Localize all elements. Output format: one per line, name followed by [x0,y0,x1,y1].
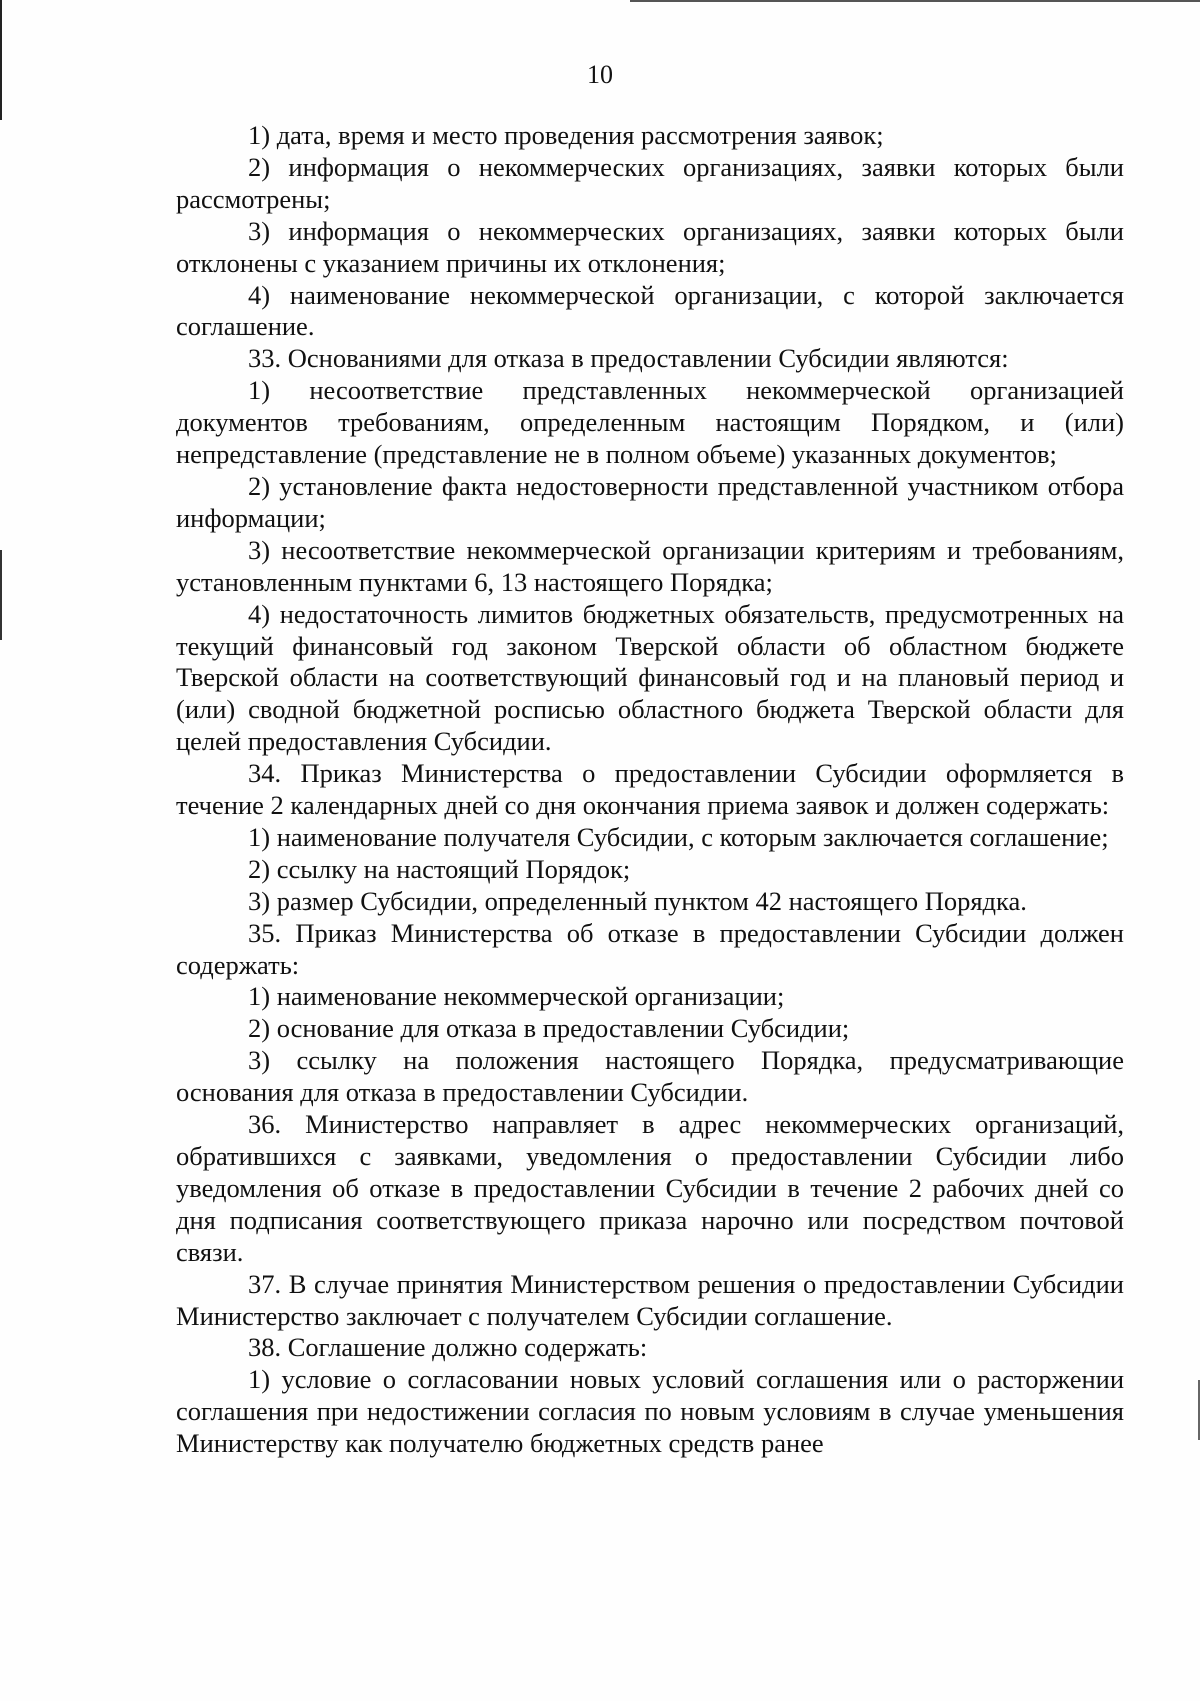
paragraph: 3) информация о некоммерческих организациях, заявки которых были отклонены с указанием причины их отклонения; [176,215,1124,278]
paragraph: 4) наименование некоммерческой организации, с которой заключается соглашение. [176,279,1124,342]
paragraph: 4) недостаточность лимитов бюджетных обязательств, предусмотренных на текущий финансовый год законом Тверской области об областном бюджете Тверской области на соответствующий финансовый год и на плановый период и (или) сводной бюджетной росписью областного бюджета Тверской области для целей предоставления Субсидии. [176,598,1124,757]
paragraph: 35. Приказ Министерства об отказе в предоставлении Субсидии должен содержать: [176,917,1124,980]
page-number: 10 [587,60,613,89]
paragraph: 2) ссылку на настоящий Порядок; [248,853,631,884]
paragraph: 2) установление факта недостоверности представленной участником отбора информации; [176,470,1124,533]
scan-edge-mark [630,0,1200,2]
paragraph: 37. В случае принятия Министерством решения о предоставлении Субсидии Министерство заключает с получателем Субсидии соглашение. [176,1268,1124,1331]
paragraph: 1) дата, время и место проведения рассмотрения заявок; [248,120,884,150]
document-body [176,120,1124,1460]
paragraph: 1) несоответствие представленных некоммерческой организацией документов требованиям, определенным настоящим Порядком, и (или) непредставление (представление не в полном объеме) указанных документов; [176,375,1124,470]
scan-edge-mark [0,550,2,640]
paragraph: 1) наименование получателя Субсидии, с которым заключается соглашение; [248,821,1109,852]
paragraph: 1) условие о согласовании новых условий соглашения или о расторжении соглашения при недостижении согласия по новым условиям в случае уменьшения Министерству как получателю бюджетных средств ранее [176,1364,1124,1459]
paragraph: 34. Приказ Министерства о предоставлении Субсидии оформляется в течение 2 календарных дней со дня окончания приема заявок и должен содержать: [176,758,1124,821]
paragraph: 1) наименование некоммерческой организации; [248,981,785,1012]
paragraph: 3) несоответствие некоммерческой организации критериям и требованиям, установленным пунктами 6, 13 настоящего Порядка; [176,534,1124,597]
paragraph: 3) ссылку на положения настоящего Порядка, предусматривающие основания для отказа в предоставлении Субсидии. [176,1045,1124,1108]
paragraph: 2) основание для отказа в предоставлении Субсидии; [248,1013,850,1044]
paragraph: 36. Министерство направляет в адрес некоммерческих организаций, обратившихся с заявками, уведомления о предоставлении Субсидии либо уведомления об отказе в предоставлении Субсидии в течение 2 рабочих дней со дня подписания соответствующего приказа нарочно или посредством почтовой связи. [176,1109,1124,1267]
paragraph: 38. Соглашение должно содержать: [248,1332,648,1363]
paragraph: 33. Основаниями для отказа в предоставлении Субсидии являются: [248,343,1009,374]
paragraph: 2) информация о некоммерческих организациях, заявки которых были рассмотрены; [176,151,1124,214]
paragraph: 3) размер Субсидии, определенный пунктом 42 настоящего Порядка. [248,885,1027,916]
